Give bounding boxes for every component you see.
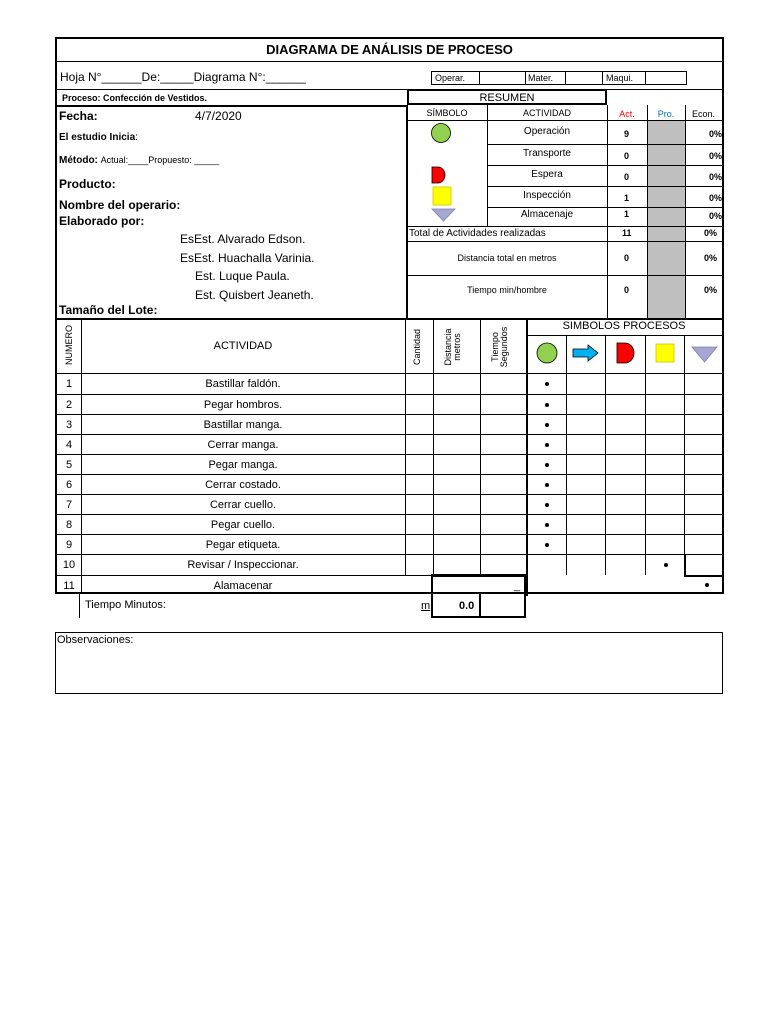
resumen-row-almacenaje: Almacenaje bbox=[520, 209, 574, 220]
process-dot bbox=[545, 423, 549, 427]
tiempo-min-hombre-label: Tiempo min/hombre bbox=[467, 285, 547, 295]
author-4: Est. Quisbert Jeaneth. bbox=[195, 288, 314, 302]
observaciones-label: Observaciones: bbox=[57, 634, 134, 646]
row-num: 5 bbox=[65, 459, 73, 471]
tamano-lote-label: Tamaño del Lote: bbox=[59, 303, 158, 317]
row-actividad: Cerrar costado. bbox=[205, 479, 281, 491]
fecha-label: Fecha: bbox=[59, 109, 98, 123]
row-num: 10 bbox=[62, 559, 76, 571]
fecha-value: 4/7/2020 bbox=[195, 109, 242, 123]
row-actividad: Bastillar faldón. bbox=[205, 378, 281, 390]
pro-gray-cells bbox=[647, 121, 685, 226]
row-actividad: Pegar hombros. bbox=[203, 399, 283, 411]
col-actividad: ACTIVIDAD bbox=[213, 340, 273, 352]
process-dot bbox=[545, 443, 549, 447]
simbolos-procesos-title: SIMBOLOS PROCESOS bbox=[562, 320, 686, 332]
process-dot bbox=[545, 483, 549, 487]
row-actividad: Pegar manga. bbox=[208, 459, 278, 471]
metodo-actual-propuesto: Actual:____Propuesto: _____ bbox=[100, 155, 220, 165]
resumen-col-act: Act. bbox=[619, 109, 635, 119]
resumen-title: RESUMEN bbox=[479, 92, 535, 104]
author-1: EsEst. Alvarado Edson. bbox=[180, 232, 306, 246]
row-actividad: Bastillar manga. bbox=[203, 419, 283, 431]
row-actividad: Cerrar manga. bbox=[207, 439, 279, 451]
row-actividad: Alamacenar bbox=[213, 580, 273, 592]
inspeccion-square-icon bbox=[432, 186, 452, 206]
resumen-col-pro: Pro. bbox=[657, 109, 675, 119]
process-dot bbox=[545, 543, 549, 547]
espera-d-icon bbox=[431, 166, 447, 184]
row11-dash: _ bbox=[514, 580, 521, 592]
elaborado-por-label: Elaborado por: bbox=[59, 214, 145, 228]
resumen-col-actividad: ACTIVIDAD bbox=[522, 108, 571, 118]
author-2: EsEst. Huachalla Varinia. bbox=[180, 251, 315, 265]
process-analysis-sheet: DIAGRAMA DE ANÁLISIS DE PROCESO Hoja N°______De:_____Diagrama N°:______ Operar. Mater. Maqui. Proceso: Confección de Vestidos. RESUMEN SÍMBOLO ACTIVIDAD Act. Pro. Econ. Operación 9 0% Transporte 0 0% Espera 0 0% Inspección 1 0% Almacenaje 1 0% Total de Actividades realizadas 11 0% Distancia total en metros 0 0% Tiempo min/hombre 0 0% Fecha: 4/7/2020 El estudio Inicia: Método: Actual:____Propuesto: _____ Producto: Nombre del operario: Elaborado por: EsEst. Alvarado Edson. EsEst. Huachalla Varinia. Est. Luque Paula. Est. Quisbert Jeaneth. Tamaño del Lote: NUMERO ACTIVIDAD Cantidad Distancia metros Tiempo Segundos SIMBOLOS PROCESOS 1 Bastillar faldón. 2 Pegar hombros. 3 Bastillar manga. 4 Cerrar manga. 5 Pegar manga. 6 Cerrar costado. 7 Cerrar cuello. 8 Pegar cuello. 9 Pegar etiqueta. 10 Revisar / Inspeccionar. 11 Alamacenar _ bbox=[55, 37, 724, 594]
process-dot bbox=[545, 523, 549, 527]
distancia-total-label: Distancia total en metros bbox=[457, 253, 557, 263]
resumen-row-operacion: Operación bbox=[523, 126, 571, 137]
espera-d-icon bbox=[616, 342, 636, 364]
row-actividad: Pegar cuello. bbox=[210, 519, 276, 531]
resumen-row-inspeccion: Inspección bbox=[523, 190, 571, 201]
transporte-arrow-icon bbox=[572, 344, 600, 362]
operar-label: Operar. bbox=[435, 73, 466, 83]
total-actividades-label: Total de Actividades realizadas bbox=[409, 228, 546, 239]
estudio-inicia-label: El estudio Inicia bbox=[59, 132, 136, 143]
row-num: 8 bbox=[65, 519, 73, 531]
operacion-circle-icon bbox=[429, 122, 453, 144]
row-actividad: Revisar / Inspeccionar. bbox=[187, 559, 299, 571]
row-num: 9 bbox=[65, 539, 73, 551]
tiempo-minutos-label: Tiempo Minutos: bbox=[85, 599, 166, 611]
divider bbox=[57, 61, 722, 62]
resumen-row-transporte: Transporte bbox=[523, 148, 571, 159]
process-dot bbox=[664, 563, 668, 567]
metodo-label: Método: bbox=[59, 155, 98, 166]
resumen-row-espera: Espera bbox=[531, 169, 563, 180]
row-num: 4 bbox=[65, 439, 73, 451]
col-cantidad: Cantidad bbox=[412, 328, 422, 366]
operacion-circle-icon bbox=[535, 341, 559, 365]
col-tiempo: Tiempo Segundos bbox=[490, 326, 510, 368]
hoja-line: Hoja N°______De:_____Diagrama N°:______ bbox=[60, 70, 306, 84]
col-distancia: Distancia metros bbox=[443, 328, 463, 366]
producto-label: Producto: bbox=[59, 177, 116, 191]
resumen-col-simbolo: SÍMBOLO bbox=[426, 108, 468, 118]
process-dot bbox=[545, 382, 549, 386]
resumen-col-econ: Econ. bbox=[691, 109, 715, 119]
process-dot bbox=[705, 583, 709, 587]
mater-label: Mater. bbox=[528, 73, 554, 83]
col-numero: NUMERO bbox=[64, 325, 74, 365]
almacenaje-triangle-icon bbox=[431, 207, 457, 223]
process-dot bbox=[545, 503, 549, 507]
row-actividad: Cerrar cuello. bbox=[209, 499, 277, 511]
m-label: m bbox=[421, 600, 431, 612]
sheet-title: DIAGRAMA DE ANÁLISIS DE PROCESO bbox=[266, 42, 513, 57]
resource-type-box bbox=[431, 71, 687, 85]
author-3: Est. Luque Paula. bbox=[195, 269, 290, 283]
inspeccion-square-icon bbox=[655, 343, 675, 363]
total-value: 0.0 bbox=[459, 600, 475, 612]
row-num: 3 bbox=[65, 419, 73, 431]
observaciones-box[interactable] bbox=[55, 632, 723, 694]
proceso-label: Proceso: Confección de Vestidos. bbox=[62, 93, 208, 103]
row-num: 6 bbox=[65, 479, 73, 491]
row-num: 1 bbox=[65, 378, 73, 390]
almacenaje-triangle-icon bbox=[691, 346, 719, 364]
maqui-label: Maqui. bbox=[606, 73, 634, 83]
nombre-operario-label: Nombre del operario: bbox=[59, 198, 181, 212]
row-num: 11 bbox=[63, 580, 75, 592]
row-num: 2 bbox=[65, 399, 73, 411]
process-dot bbox=[545, 403, 549, 407]
divider bbox=[57, 89, 722, 90]
row-num: 7 bbox=[65, 499, 73, 511]
row-actividad: Pegar etiqueta. bbox=[205, 539, 281, 551]
process-dot bbox=[545, 463, 549, 467]
